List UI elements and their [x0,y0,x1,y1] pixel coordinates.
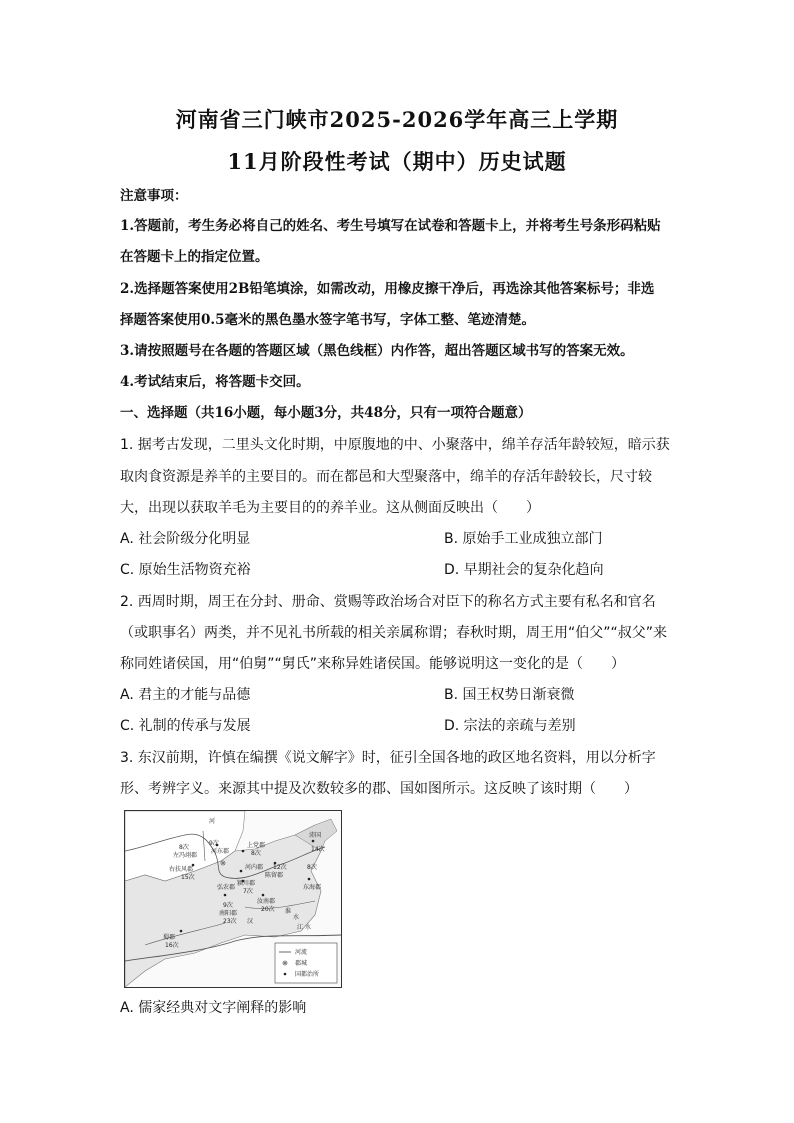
map-label: 水 [305,924,312,931]
map-label: 右扶风郡 [169,866,194,873]
question-2-line: 称同姓诸侯国，用“伯舅”“舅氏”来称异姓诸侯国。能够说明这一变化的是（ ） [120,656,626,672]
option-d[interactable]: D. 早期社会的复杂化趋向 [444,562,604,578]
exam-title-line2: 11月阶段性考试（期中）历史试题 [227,149,567,174]
commandery-marker [224,894,227,897]
commandery-marker [312,840,315,843]
legend-label: 河流 [295,949,308,956]
note-line: 4.考试结束后，将答题卡交回。 [120,374,310,390]
map-label: 9次 [223,902,233,909]
commandery-marker [308,878,311,881]
map-label: 水 [293,914,300,921]
map-label: 8次 [307,864,317,871]
exam-title-line1: 河南省三门峡市2025-2026学年高三上学期 [175,107,619,132]
map-label: 淮 [285,908,292,915]
map-label: 陈留郡 [265,872,284,879]
map-label: 8次 [179,844,189,851]
question-3-line: 形、考辨字义。来源其中提及次数较多的郡、国如图所示。这反映了该时期（ ） [120,781,638,797]
question-3-line: 3. 东汉前期，许慎在编撰《说文解字》时，征引全国各地的政区地名资料，用以分析字 [120,750,656,766]
option-b[interactable]: B. 国王权势日渐衰微 [444,687,575,703]
map-label: 12次 [273,864,287,871]
map-label: 7次 [243,888,253,895]
map-label: 9次 [209,840,219,847]
question-1-line: 大，出现以获取羊毛为主要目的的养羊业。这从侧面反映出（ ） [120,500,540,516]
option-c[interactable]: C. 原始生活物资充裕 [120,562,251,578]
map-label: 上党郡 [247,842,266,849]
question-1-line: 取肉食资源是养羊的主要目的。而在都邑和大型聚落中，绵羊的存活年龄较长，尺寸较 [120,469,652,485]
legend-commandery-swatch-dot [284,962,286,964]
map-label: 15次 [181,874,195,881]
option-c[interactable]: C. 礼制的传承与发展 [120,718,251,734]
option-a[interactable]: A. 儒家经典对文字阐释的影响 [120,1000,307,1016]
commandery-marker [262,894,265,897]
map-label: 左冯翊郡 [173,852,198,859]
option-a[interactable]: A. 社会阶级分化明显 [120,531,251,547]
note-line: 2.选择题答案使用2B铅笔填涂，如需改动，用橡皮擦干净后，再选涂其他答案标号；非选 [120,281,655,297]
section-heading: 一、选择题（共16小题，每小题3分，共48分，只有一项符合题意） [120,405,532,421]
map-label: 蜀郡 [163,934,176,941]
capital-marker-dot [222,862,224,864]
map-label: 颍川郡 [237,880,256,887]
option-d[interactable]: D. 宗法的亲疏与差别 [444,718,576,734]
map-label: 东海郡 [303,884,322,891]
map-label: 16次 [165,942,179,949]
map-label: 沛国 [309,832,322,839]
map-label: 江 [297,924,304,931]
map-label: 8次 [251,850,261,857]
map-label: 河 [209,818,216,825]
note-line: 在答题卡上的指定位置。 [120,249,269,265]
option-b[interactable]: B. 原始手工业成独立部门 [444,531,603,547]
question-2-line: 2. 西周时期，周王在分封、册命、赏赐等政治场合对臣下的称名方式主要有私名和官名 [120,594,656,610]
map-graphic [125,811,341,987]
note-line: 3.请按照题号在各题的答题区域（黑色线框）内作答，超出答题区域书写的答案无效。 [120,343,634,359]
legend-label: 郡城 [295,960,308,967]
map-label: 23次 [223,918,237,925]
question-2-line: （或职事名）两类，并不见礼书所载的相关亲属称谓；春秋时期，周王用“伯父”“叔父”来 [120,625,668,641]
note-line: 1.答题前，考生务必将自己的姓名、考生号填写在试卷和答题卡上，并将考生号条形码粘贴 [120,218,661,234]
map-label: 14次 [311,846,325,853]
commandery-marker [180,930,183,933]
notes-heading: 注意事项： [120,188,188,204]
map-label: 河东郡 [211,848,230,855]
commandery-marker [242,850,245,853]
option-a[interactable]: A. 君主的才能与品德 [120,687,251,703]
map-label: 弘农郡 [217,884,236,891]
han-commandery-map [124,810,342,988]
question-1-line: 1. 据考古发现，二里头文化时期，中原腹地的中、小聚落中，绵羊存活年龄较短，暗示获 [120,437,670,453]
legend-capital-swatch [284,973,287,976]
note-line: 择题答案使用0.5毫米的黑色墨水签字笔书写，字体工整、笔迹清楚。 [120,312,535,328]
map-label: 汉 [247,918,254,925]
map-label: 河内郡 [245,864,264,871]
map-label: 20次 [261,906,275,913]
commandery-marker [240,870,243,873]
map-label: 南阳郡 [219,910,238,917]
map-label: 汝南郡 [257,898,276,905]
legend-label: 国都治所 [295,971,320,978]
